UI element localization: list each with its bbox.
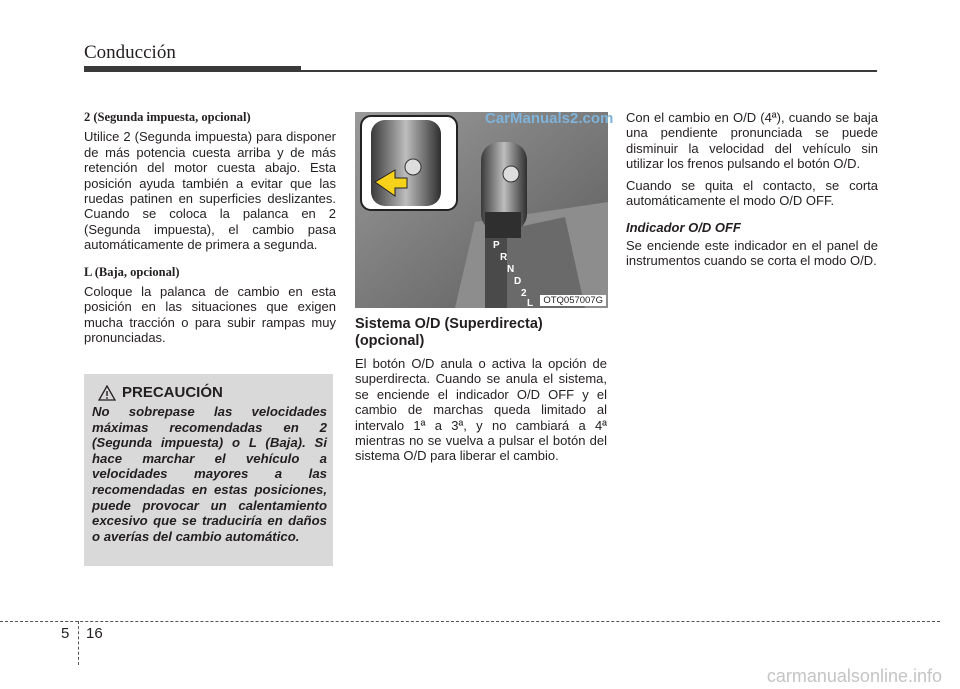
gear-shift-illustration [355, 112, 608, 308]
paragraph-od-off-auto: Cuando se quita el contacto, se corta automáticamente el modo O/D OFF. [626, 177, 878, 209]
footer-rule [0, 621, 940, 622]
heading-od-off-indicator: Indicador O/D OFF [626, 220, 741, 236]
gear-letter-r: R [500, 252, 508, 263]
paragraph-segunda: Utilice 2 (Segunda impuesta) para disponer de más potencia cuesta arriba y de más retención del motor cuesta abajo. Esta posición ayuda también a evitar que las ruedas patinen en superficies deslizantes. Cuando se coloca la palanca en 2 (Segunda impuesta), el cambio pasa automáticamente de primera a segunda. [84, 129, 336, 253]
page-header-title: Conducción [84, 42, 176, 63]
watermark-carmanuals: CarManuals2.com [485, 110, 614, 127]
watermark-footer: carmanualsonline.info [766, 666, 942, 686]
paragraph-baja: Coloque la palanca de cambio en esta posición en las situaciones que exigen mucha tracción o para subir rampas muy pronunciadas. [84, 284, 336, 346]
gear-letter-d: D [514, 276, 522, 287]
gear-letter-n: N [507, 264, 515, 275]
footer-divider [78, 621, 79, 665]
paragraph-od-off-indicator: Se enciende este indicador en el panel de instrumentos cuando se corta el modo O/D. [626, 237, 878, 269]
gear-shift-figure [355, 112, 608, 308]
column-1 [84, 110, 336, 352]
heading-od-system: Sistema O/D (Superdirecta) (opcional) [355, 316, 543, 349]
caution-header [98, 384, 223, 401]
column-2 [355, 316, 607, 470]
header-rule-thick [84, 66, 301, 72]
gear-letter-l: L [527, 298, 534, 308]
warning-triangle-icon [98, 385, 116, 401]
paragraph-od-system: El botón O/D anula o activa la opción de superdirecta. Cuando se anula el sistema, se enciende el indicador O/D OFF y el cambio de marchas queda limitado al intervalo 1ª a 3ª, y no cambiará a 4ª mientras no se vuelva a pulsar el botón del sistema O/D para liberar el cambio. [355, 356, 607, 464]
heading-baja: L (Baja, opcional) [84, 264, 180, 279]
section-number: 5 [61, 625, 70, 642]
caution-title: PRECAUCIÓN [122, 384, 223, 401]
gear-letter-2: 2 [521, 288, 527, 299]
caution-text: No sobrepase las velocidades máximas recomendadas en 2 (Segunda impuesta) o L (Baja). Si hace marchar el vehículo a velocidades mayores a las recomendadas en estas posiciones, puede provocar un calentamiento excesivo que se traduciría en daños o averías del cambio automático. [92, 404, 327, 544]
header-rule-thin [301, 70, 877, 72]
paragraph-od-4th: Con el cambio en O/D (4ª), cuando se baja una pendiente pronunciada se puede disminuir la velocidad del vehículo sin utilizar los frenos pulsando el botón O/D. [626, 110, 878, 172]
heading-segunda: 2 (Segunda impuesta, opcional) [84, 110, 251, 124]
figure-caption: OTQ057007G [540, 295, 606, 306]
gear-letter-p: P [493, 240, 500, 251]
page-number: 16 [86, 625, 103, 642]
caution-box [84, 374, 333, 566]
column-3 [626, 110, 878, 275]
